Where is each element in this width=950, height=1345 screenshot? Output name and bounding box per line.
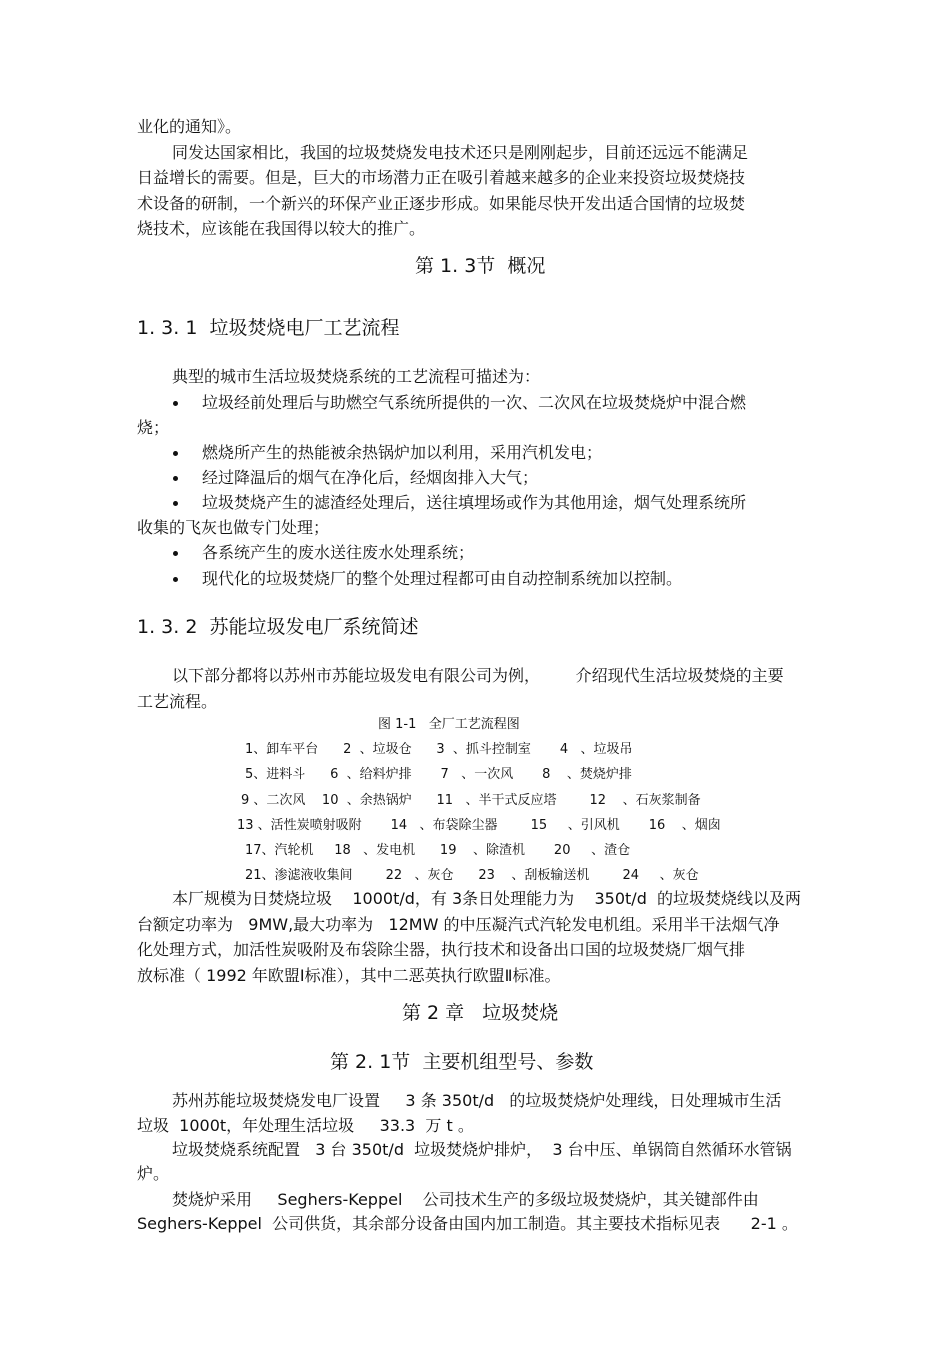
bullet-dot-icon [173, 551, 178, 556]
figure-caption: 图 1-1 全厂工艺流程图 [378, 717, 520, 732]
figure-legend-line: 5、进料斗 6 、给料炉排 7 、一次风 8 、焚烧炉排 [245, 767, 632, 782]
bullet-item: 现代化的垃圾焚烧厂的整个处理过程都可由自动控制系统加以控制。 [202, 569, 683, 588]
section-para-line: Seghers-Keppel 公司供货，其余部分设备由国内加工制造。其主要技术指标见表 2-1 。 [137, 1214, 798, 1233]
section-title-1-3: 第 1. 3节 概况 [415, 255, 546, 277]
section-para-line: 炉。 [137, 1164, 170, 1183]
subsection-intro: 典型的城市生活垃圾焚烧系统的工艺流程可描述为： [172, 367, 541, 386]
figure-legend-line: 17、汽轮机 18 、发电机 19 、除渣机 20 、渣仓 [245, 843, 631, 858]
intro-para-line: 日益增长的需要。但是，巨大的市场潜力正在吸引着越来越多的企业来投资垃圾焚烧技 [137, 168, 746, 187]
figure-legend-line: 1、卸车平台 2 、垃圾仓 3 、抓斗控制室 4 、垃圾吊 [245, 742, 633, 757]
bullet-item: 各系统产生的废水送往废水处理系统； [202, 543, 475, 562]
bullet-item-cont: 烧； [137, 418, 170, 437]
bullet-item: 燃烧所产生的热能被余热锅炉加以利用，采用汽机发电； [202, 443, 603, 462]
subsection-title-1-3-2: 1. 3. 2 苏能垃圾发电厂系统简述 [137, 616, 419, 638]
section-para-line: 垃圾 1000t，年处理生活垃圾 33.3 万 t 。 [137, 1116, 474, 1135]
subsection-para-line: 工艺流程。 [137, 692, 218, 711]
bullet-dot-icon [173, 501, 178, 506]
bullet-item: 垃圾焚烧产生的滤渣经处理后，送往填埋场或作为其他用途，烟气处理系统所 [202, 493, 747, 512]
bullet-item: 经过降温后的烟气在净化后，经烟囱排入大气； [202, 468, 539, 487]
scale-para-line: 本厂规模为日焚烧垃圾 1000t/d，有 3条日处理能力为 350t/d 的垃圾焚烧线以及两 [172, 889, 802, 908]
intro-para-line: 烧技术，应该能在我国得以较大的推广。 [137, 219, 426, 238]
bullet-dot-icon [173, 401, 178, 406]
bullet-dot-icon [173, 577, 178, 582]
section-title-2-1: 第 2. 1节 主要机组型号、参数 [330, 1051, 594, 1073]
figure-legend-line: 13 、活性炭喷射吸附 14 、布袋除尘器 15 、引风机 16 、烟囱 [237, 818, 721, 833]
chapter-title-2: 第 2 章 垃圾焚烧 [402, 1002, 559, 1024]
bullet-dot-icon [173, 476, 178, 481]
figure-legend-line: 21、渗滤液收集间 22 、灰仓 23 、刮板输送机 24 、灰仓 [245, 868, 699, 883]
intro-para-line: 术设备的研制，一个新兴的环保产业正逐步形成。如果能尽快开发出适合国情的垃圾焚 [137, 194, 746, 213]
section-para-line: 苏州苏能垃圾焚烧发电厂设置 3 条 350t/d 的垃圾焚烧炉处理线，日处理城市生活 [172, 1091, 782, 1110]
figure-legend-line: 9 、二次风 10 、余热锅炉 11 、半干式反应塔 12 、石灰浆制备 [241, 793, 701, 808]
section-para-line: 焚烧炉采用 Seghers-Keppel 公司技术生产的多级垃圾焚烧炉，其关键部件由 [172, 1190, 759, 1209]
bullet-dot-icon [173, 451, 178, 456]
section-para-line: 垃圾焚烧系统配置 3 台 350t/d 垃圾焚烧炉排炉， 3 台中压、单锅筒自然循环水管锅 [172, 1140, 792, 1159]
scale-para-line: 放标准（ 1992 年欧盟Ⅰ标准），其中二恶英执行欧盟Ⅱ标准。 [137, 966, 561, 985]
intro-first-line: 业化的通知》。 [137, 117, 242, 136]
intro-para-line: 同发达国家相比，我国的垃圾焚烧发电技术还只是刚刚起步，目前还远远不能满足 [172, 143, 749, 162]
subsection-title-1-3-1: 1. 3. 1 垃圾焚烧电厂工艺流程 [137, 317, 400, 339]
bullet-item: 垃圾经前处理后与助燃空气系统所提供的一次、二次风在垃圾焚烧炉中混合燃 [202, 393, 747, 412]
subsection-para-line: 以下部分都将以苏州市苏能垃圾发电有限公司为例， 介绍现代生活垃圾焚烧的主要 [172, 666, 784, 685]
bullet-item-cont: 收集的飞灰也做专门处理； [137, 518, 330, 537]
scale-para-line: 化处理方式，加活性炭吸附及布袋除尘器，执行技术和设备出口国的垃圾焚烧厂烟气排 [137, 940, 746, 959]
scale-para-line: 台额定功率为 9MW,最大功率为 12MW 的中压凝汽式汽轮发电机组。采用半干法烟气净 [137, 915, 780, 934]
